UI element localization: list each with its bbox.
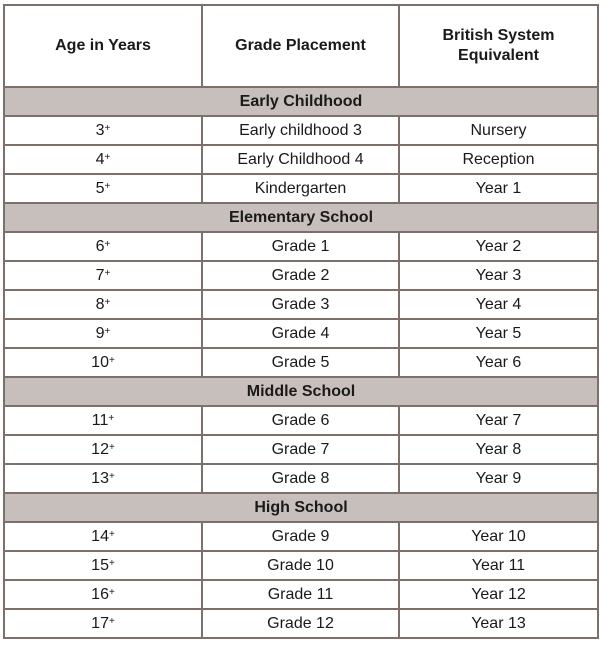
grade-cell: Grade 4	[202, 319, 399, 348]
header-british-label: British System Equivalent	[442, 27, 555, 64]
header-age: Age in Years	[4, 5, 202, 87]
age-plus-suffix: +	[108, 441, 115, 453]
age-plus-suffix: +	[108, 557, 115, 569]
british-cell: Year 3	[399, 261, 598, 290]
age-cell	[4, 435, 202, 464]
table-row	[4, 290, 598, 319]
british-cell: Year 6	[399, 348, 598, 377]
section-row	[4, 203, 598, 232]
grade-cell: Grade 2	[202, 261, 399, 290]
british-cell: Reception	[399, 145, 598, 174]
age-cell	[4, 261, 202, 290]
age-value: 3	[95, 121, 105, 139]
age-plus-suffix: +	[108, 586, 115, 598]
section-row	[4, 377, 598, 406]
age-value: 12	[91, 440, 109, 458]
table-row	[4, 116, 598, 145]
british-cell: Year 10	[399, 522, 598, 551]
age-cell	[4, 116, 202, 145]
british-cell: Year 4	[399, 290, 598, 319]
grade-placement-table	[3, 4, 599, 639]
age-plus-suffix: +	[108, 615, 115, 627]
age-cell	[4, 232, 202, 261]
british-cell: Year 9	[399, 464, 598, 493]
age-plus-suffix: +	[104, 122, 111, 134]
section-title: High School	[4, 493, 598, 522]
grade-cell: Grade 7	[202, 435, 399, 464]
age-value: 14	[91, 527, 109, 545]
age-plus-suffix: +	[104, 325, 111, 337]
table-row	[4, 580, 598, 609]
age-cell	[4, 551, 202, 580]
table-header	[4, 5, 598, 87]
section-title: Elementary School	[4, 203, 598, 232]
british-cell: Year 5	[399, 319, 598, 348]
age-value: 13	[91, 469, 109, 487]
table-row	[4, 232, 598, 261]
section-row	[4, 493, 598, 522]
age-plus-suffix: +	[108, 412, 115, 424]
section-title: Early Childhood	[4, 87, 598, 116]
table-row	[4, 522, 598, 551]
age-plus-suffix: +	[104, 180, 111, 192]
table-row	[4, 319, 598, 348]
british-cell: Year 2	[399, 232, 598, 261]
age-cell	[4, 609, 202, 638]
grade-cell: Early childhood 3	[202, 116, 399, 145]
table-row	[4, 551, 598, 580]
age-plus-suffix: +	[108, 354, 115, 366]
age-cell	[4, 406, 202, 435]
grade-cell: Grade 12	[202, 609, 399, 638]
age-cell	[4, 580, 202, 609]
table-row	[4, 406, 598, 435]
header-grade: Grade Placement	[202, 5, 399, 87]
british-cell: Year 11	[399, 551, 598, 580]
table-row	[4, 145, 598, 174]
age-value: 8	[95, 295, 105, 313]
age-value: 9	[95, 324, 105, 342]
table-row	[4, 464, 598, 493]
british-cell: Year 13	[399, 609, 598, 638]
grade-cell: Grade 8	[202, 464, 399, 493]
age-cell	[4, 174, 202, 203]
header-british	[399, 5, 598, 87]
age-value: 4	[95, 150, 105, 168]
grade-cell: Grade 6	[202, 406, 399, 435]
age-value: 6	[95, 237, 105, 255]
age-plus-suffix: +	[108, 528, 115, 540]
table-row	[4, 174, 598, 203]
grade-cell: Early Childhood 4	[202, 145, 399, 174]
british-cell: Year 8	[399, 435, 598, 464]
grade-cell: Grade 9	[202, 522, 399, 551]
grade-cell: Grade 1	[202, 232, 399, 261]
age-value: 11	[91, 411, 109, 429]
section-title: Middle School	[4, 377, 598, 406]
age-cell	[4, 348, 202, 377]
grade-cell: Grade 3	[202, 290, 399, 319]
grade-cell: Grade 11	[202, 580, 399, 609]
grade-cell: Grade 5	[202, 348, 399, 377]
grade-cell: Grade 10	[202, 551, 399, 580]
british-cell: Year 7	[399, 406, 598, 435]
age-value: 7	[95, 266, 105, 284]
table-row	[4, 435, 598, 464]
age-value: 5	[95, 179, 105, 197]
age-cell	[4, 145, 202, 174]
age-cell	[4, 522, 202, 551]
age-cell	[4, 290, 202, 319]
british-cell: Year 12	[399, 580, 598, 609]
table-body	[4, 87, 598, 638]
section-row	[4, 87, 598, 116]
british-cell: Nursery	[399, 116, 598, 145]
age-value: 16	[91, 585, 109, 603]
age-plus-suffix: +	[104, 151, 111, 163]
age-value: 17	[91, 614, 109, 632]
age-plus-suffix: +	[104, 296, 111, 308]
age-plus-suffix: +	[104, 238, 111, 250]
table-row	[4, 609, 598, 638]
age-value: 10	[91, 353, 109, 371]
age-value: 15	[91, 556, 109, 574]
age-plus-suffix: +	[108, 470, 115, 482]
british-cell: Year 1	[399, 174, 598, 203]
age-cell	[4, 464, 202, 493]
table-row	[4, 261, 598, 290]
age-plus-suffix: +	[104, 267, 111, 279]
table-row	[4, 348, 598, 377]
age-cell	[4, 319, 202, 348]
grade-cell: Kindergarten	[202, 174, 399, 203]
